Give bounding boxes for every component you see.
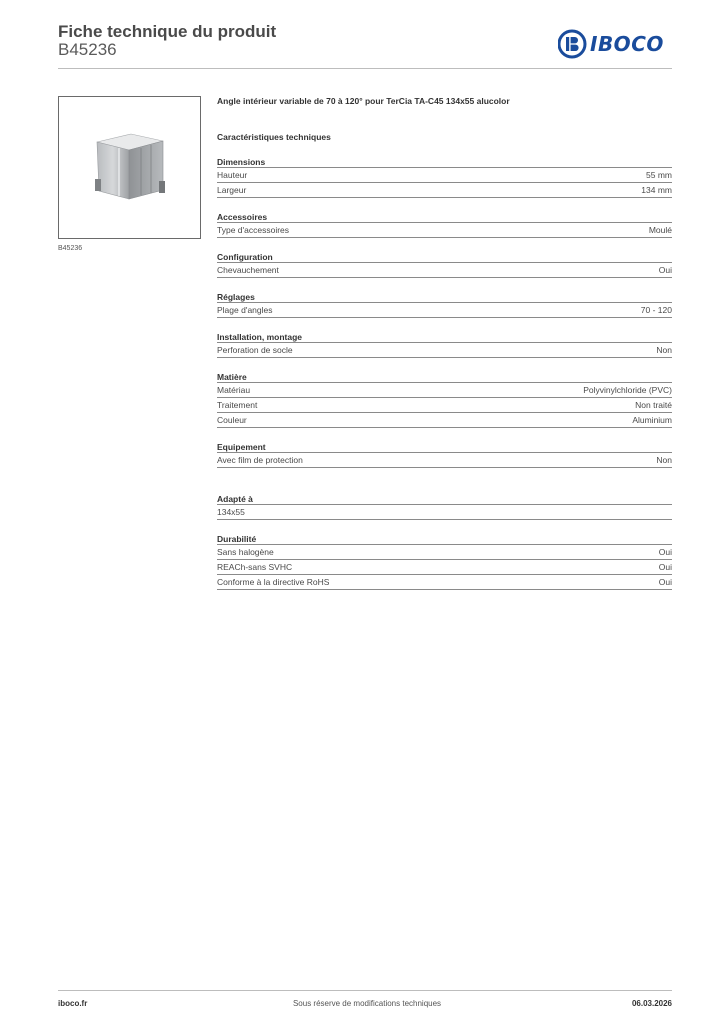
footer-date: 06.03.2026 bbox=[631, 999, 672, 1008]
page-title: Fiche technique du produit bbox=[58, 22, 277, 41]
spec-group bbox=[217, 291, 672, 318]
spec-label: Couleur bbox=[217, 415, 247, 425]
spec-value: Aluminium bbox=[632, 415, 672, 425]
spec-label: REACh-sans SVHC bbox=[217, 562, 293, 572]
footer-divider bbox=[58, 990, 672, 991]
spec-label: Largeur bbox=[217, 185, 247, 195]
spec-value: Non traité bbox=[635, 400, 672, 410]
spec-value: Non bbox=[656, 455, 672, 465]
spec-label: Perforation de socle bbox=[217, 345, 293, 355]
group-title: Configuration bbox=[217, 251, 672, 263]
spec-label: 134x55 bbox=[217, 507, 245, 517]
spec-label: Traitement bbox=[217, 400, 258, 410]
group-title: Réglages bbox=[217, 291, 672, 303]
spec-value: Oui bbox=[658, 562, 672, 572]
spec-label: Conforme à la directive RoHS bbox=[217, 577, 330, 587]
group-title: Matière bbox=[217, 371, 672, 383]
group-title: Equipement bbox=[217, 441, 672, 453]
spec-row bbox=[217, 183, 672, 198]
spec-value: 70 - 120 bbox=[640, 305, 672, 315]
spec-group bbox=[217, 493, 672, 520]
spec-group bbox=[217, 331, 672, 358]
spec-group bbox=[217, 251, 672, 278]
spec-row bbox=[217, 575, 672, 590]
spec-group bbox=[217, 371, 672, 428]
corner-piece-illustration bbox=[59, 97, 200, 238]
spec-label: Matériau bbox=[217, 385, 251, 395]
spec-value: Oui bbox=[658, 265, 672, 275]
group-title: Durabilité bbox=[217, 533, 672, 545]
group-title: Dimensions bbox=[217, 156, 672, 168]
spec-group bbox=[217, 533, 672, 590]
spec-value: 134 mm bbox=[641, 185, 672, 195]
group-title: Accessoires bbox=[217, 211, 672, 223]
spec-row bbox=[217, 505, 672, 520]
product-code: B45236 bbox=[58, 40, 117, 59]
spec-row bbox=[217, 413, 672, 428]
spec-label: Plage d'angles bbox=[217, 305, 273, 315]
spec-row bbox=[217, 398, 672, 413]
spec-row bbox=[217, 223, 672, 238]
spec-row bbox=[217, 453, 672, 468]
spec-group bbox=[217, 156, 672, 198]
group-title: Adapté à bbox=[217, 493, 672, 505]
spec-group bbox=[217, 441, 672, 468]
spec-label: Hauteur bbox=[217, 170, 248, 180]
spec-label: Type d'accessoires bbox=[217, 225, 290, 235]
group-title: Installation, montage bbox=[217, 331, 672, 343]
spec-sheet bbox=[217, 95, 672, 590]
spec-value: Non bbox=[656, 345, 672, 355]
spec-value: 55 mm bbox=[646, 170, 672, 180]
spec-value: Oui bbox=[658, 547, 672, 557]
spec-value: Oui bbox=[658, 577, 672, 587]
spec-value: Polyvinylchloride (PVC) bbox=[583, 385, 672, 395]
spec-label: Chevauchement bbox=[217, 265, 279, 275]
product-title: Angle intérieur variable de 70 à 120° pour TerCia TA-C45 134x55 alucolor bbox=[217, 96, 510, 106]
spec-label: Sans halogène bbox=[217, 547, 274, 557]
footer-website-link[interactable]: iboco.fr bbox=[58, 999, 88, 1008]
image-caption: B45236 bbox=[58, 245, 83, 252]
spec-row bbox=[217, 560, 672, 575]
spec-value: Moulé bbox=[648, 225, 672, 235]
section-heading: Caractéristiques techniques bbox=[217, 132, 331, 142]
logo-wordmark: IBOCO bbox=[590, 32, 664, 56]
spec-group bbox=[217, 211, 672, 238]
footer-disclaimer: Sous réserve de modifications techniques bbox=[292, 999, 442, 1008]
iboco-logo[interactable] bbox=[558, 29, 674, 59]
spec-row bbox=[217, 263, 672, 278]
spec-row bbox=[217, 303, 672, 318]
spec-row bbox=[217, 383, 672, 398]
spec-row bbox=[217, 168, 672, 183]
spec-label: Avec film de protection bbox=[217, 455, 303, 465]
product-image bbox=[58, 96, 201, 239]
spec-row bbox=[217, 545, 672, 560]
header-divider bbox=[58, 68, 672, 69]
spec-row bbox=[217, 343, 672, 358]
